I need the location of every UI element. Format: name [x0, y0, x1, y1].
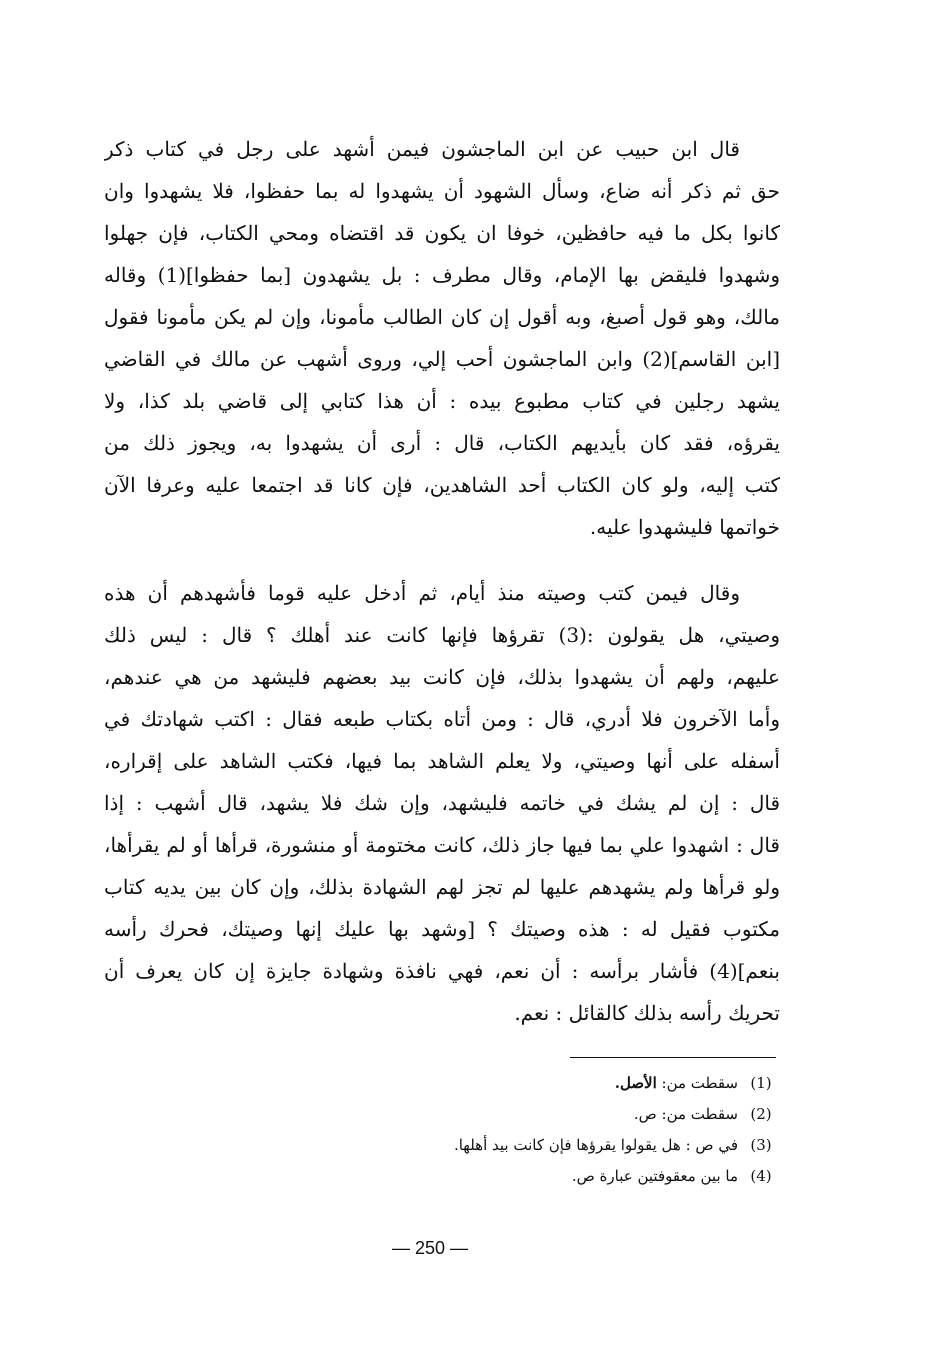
text-line: كتب إليه، ولو كان الكتاب أحد الشاهدين، فإن كانا قد اجتمعا عليه وعرفا الآن	[104, 473, 780, 497]
page-number: — 250 —	[391, 1238, 469, 1258]
text-line: [ابن القاسم](2) وابن الماجشون أحب إلي، وروى أشهب عن مالك في القاضي	[104, 347, 780, 371]
text-line: يشهد رجلين في كتاب مطبوع بيده : أن هذا كتابي إلى قاضي بلد كذا، ولا	[104, 389, 780, 413]
footnote-prefix: سقطت من:	[656, 1074, 738, 1092]
paragraph-2	[104, 572, 780, 1034]
footnote-4	[264, 1161, 784, 1192]
footnote-divider	[570, 1057, 776, 1058]
footnote-1	[264, 1068, 784, 1099]
text-line: خواتمها فليشهدوا عليه.	[589, 515, 780, 539]
text-line: قال : اشهدوا علي بما فيها جاز ذلك، كانت مختومة أو منشورة، قرأها أو لم يقرأها،	[104, 833, 780, 857]
text-line: قال : إن لم يشك في خاتمه فليشهد، وإن شك فلا يشهد، قال أشهب : إذا	[104, 791, 780, 815]
text-line: قال ابن حبيب عن ابن الماجشون فيمن أشهد على رجل في كتاب ذكر	[104, 137, 740, 161]
text-line: يقرؤه، فقد كان بأيديهم الكتاب، قال : أرى أن يشهدوا به، ويجوز ذلك من	[104, 431, 780, 455]
footnote-text: سقطت من: ص.	[633, 1105, 738, 1123]
text-line: وشهدوا فليقض بها الإمام، وقال مطرف : بل يشهدون [بما حفظوا](1) وقاله	[104, 263, 780, 287]
text-line: ولو قرأها ولم يشهدهم عليها لم تجز لهم الشهادة بذلك، وإن كان بين يديه كتاب	[104, 875, 780, 899]
footnotes	[264, 1068, 784, 1192]
text-line: كانوا بكل ما فيه حافظين، خوفا ان يكون قد اقتضاه ومحي الكتاب، فإن جهلوا	[104, 221, 780, 245]
footnote-text: في ص : هل يقولوا يقرؤها فإن كانت بيد أهلها.	[453, 1136, 738, 1154]
footnote-3	[264, 1130, 784, 1161]
footnote-text: ما بين معقوفتين عبارة ص.	[571, 1167, 738, 1185]
text-line: تحريك رأسه بذلك كالقائل : نعم.	[514, 1001, 780, 1025]
text-line: وأما الآخرون فلا أدري، قال : ومن أتاه بكتاب طبعه فقال : اكتب شهادتك في	[104, 707, 780, 731]
footnote-text	[615, 1068, 738, 1099]
text-line: وصيتي، هل يقولون :(3) تقرؤها فإنها كانت عند أهلك ؟ قال : ليس ذلك	[104, 623, 780, 647]
text-line: بنعم](4) فأشار برأسه : أن نعم، فهي نافذة وشهادة جايزة إن كان يعرف أن	[104, 959, 780, 983]
text-line: حق ثم ذكر أنه ضاع، وسأل الشهود أن يشهدوا له بما حفظوا، فلا يشهدوا وان	[104, 179, 780, 203]
footnote-source: الأصل.	[614, 1074, 657, 1092]
footnote-number: (2)	[750, 1105, 772, 1123]
text-line: أسفله على أنها وصيتي، ولا يعلم الشاهد بما فيها، فكتب الشاهد على إقراره،	[104, 749, 780, 773]
text-line: مكتوب فقيل له : هذه وصيتك ؟ [وشهد بها عليك إنها وصيتك، فحرك رأسه	[104, 917, 780, 941]
text-line: عليهم، ولهم أن يشهدوا بذلك، فإن كانت بيد بعضهم فليشهد من هي عندهم،	[104, 665, 780, 689]
footnote-2	[264, 1099, 784, 1130]
text-line: وقال فيمن كتب وصيته منذ أيام، ثم أدخل عليه قوما فأشهدهم أن هذه	[104, 581, 740, 605]
footnote-number: (1)	[750, 1074, 772, 1092]
footnote-number: (3)	[750, 1136, 772, 1154]
text-line: مالك، وهو قول أصبغ، وبه أقول إن كان الطالب مأمونا، وإن لم يكن مأمونا فقول	[104, 305, 780, 329]
footnote-number: (4)	[750, 1167, 772, 1185]
paragraph-1	[104, 128, 780, 548]
